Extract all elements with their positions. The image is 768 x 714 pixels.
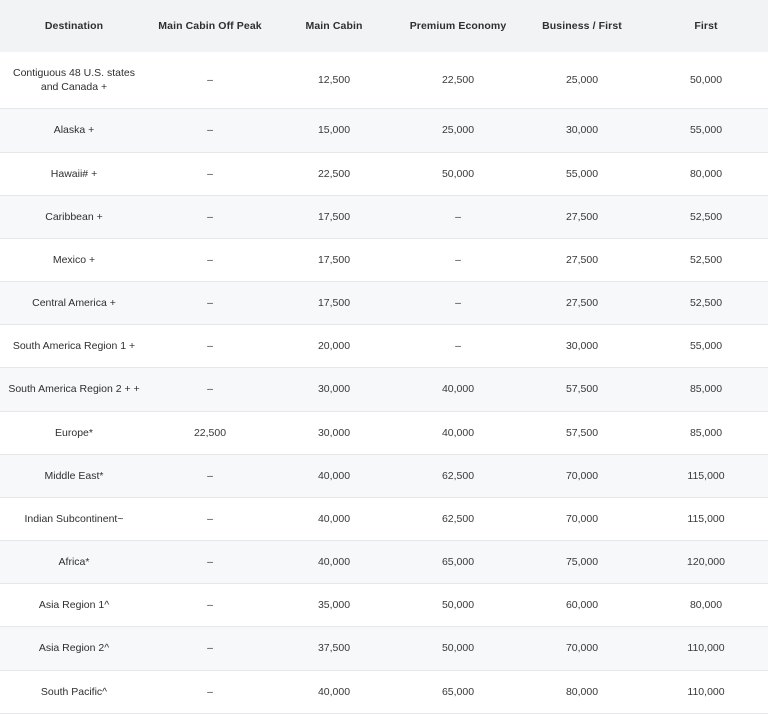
table-row <box>0 152 768 195</box>
cell-main-cabin-off-peak: – <box>148 109 272 152</box>
cell-first: 55,000 <box>644 325 768 368</box>
cell-main-cabin-off-peak: – <box>148 152 272 195</box>
cell-main-cabin: 40,000 <box>272 454 396 497</box>
cell-premium-economy: 22,500 <box>396 52 520 109</box>
cell-premium-economy: 50,000 <box>396 584 520 627</box>
cell-premium-economy: 62,500 <box>396 454 520 497</box>
cell-first: 85,000 <box>644 368 768 411</box>
cell-premium-economy: 25,000 <box>396 109 520 152</box>
table-row <box>0 195 768 238</box>
cell-premium-economy: 65,000 <box>396 670 520 713</box>
cell-business-first: 30,000 <box>520 325 644 368</box>
cell-destination: Alaska + <box>0 109 148 152</box>
cell-business-first: 30,000 <box>520 109 644 152</box>
cell-main-cabin-off-peak: – <box>148 325 272 368</box>
cell-destination: Middle East* <box>0 454 148 497</box>
cell-business-first: 27,500 <box>520 195 644 238</box>
cell-main-cabin-off-peak: – <box>148 282 272 325</box>
table-row <box>0 282 768 325</box>
cell-premium-economy: 50,000 <box>396 627 520 670</box>
cell-destination: South America Region 1 + <box>0 325 148 368</box>
cell-business-first: 70,000 <box>520 627 644 670</box>
cell-destination: South America Region 2 + + <box>0 368 148 411</box>
table-row <box>0 584 768 627</box>
cell-main-cabin: 40,000 <box>272 670 396 713</box>
cell-first: 52,500 <box>644 238 768 281</box>
cell-business-first: 57,500 <box>520 411 644 454</box>
cell-main-cabin: 30,000 <box>272 411 396 454</box>
cell-business-first: 60,000 <box>520 584 644 627</box>
cell-main-cabin: 17,500 <box>272 195 396 238</box>
cell-first: 55,000 <box>644 109 768 152</box>
cell-first: 80,000 <box>644 152 768 195</box>
cell-first: 110,000 <box>644 670 768 713</box>
cell-main-cabin: 37,500 <box>272 627 396 670</box>
table-row <box>0 238 768 281</box>
cell-main-cabin: 30,000 <box>272 368 396 411</box>
cell-destination: Mexico + <box>0 238 148 281</box>
cell-main-cabin-off-peak: – <box>148 52 272 109</box>
cell-business-first: 80,000 <box>520 670 644 713</box>
table-row <box>0 454 768 497</box>
cell-premium-economy: – <box>396 195 520 238</box>
cell-premium-economy: – <box>396 282 520 325</box>
cell-business-first: 27,500 <box>520 282 644 325</box>
table-row <box>0 541 768 584</box>
cell-main-cabin-off-peak: – <box>148 541 272 584</box>
table-row <box>0 52 768 109</box>
column-header-business-first: Business / First <box>520 0 644 52</box>
cell-business-first: 27,500 <box>520 238 644 281</box>
cell-business-first: 55,000 <box>520 152 644 195</box>
cell-first: 85,000 <box>644 411 768 454</box>
cell-destination: Indian Subcontinent~ <box>0 497 148 540</box>
cell-main-cabin: 40,000 <box>272 497 396 540</box>
cell-main-cabin: 12,500 <box>272 52 396 109</box>
cell-main-cabin-off-peak: – <box>148 368 272 411</box>
cell-main-cabin: 17,500 <box>272 238 396 281</box>
cell-first: 115,000 <box>644 454 768 497</box>
cell-main-cabin-off-peak: – <box>148 497 272 540</box>
cell-destination: Europe* <box>0 411 148 454</box>
cell-main-cabin: 15,000 <box>272 109 396 152</box>
cell-main-cabin: 17,500 <box>272 282 396 325</box>
column-header-premium-economy: Premium Economy <box>396 0 520 52</box>
table-body <box>0 52 768 713</box>
cell-premium-economy: – <box>396 238 520 281</box>
cell-business-first: 25,000 <box>520 52 644 109</box>
table-header <box>0 0 768 52</box>
cell-main-cabin-off-peak: – <box>148 454 272 497</box>
cell-premium-economy: – <box>396 325 520 368</box>
cell-first: 52,500 <box>644 282 768 325</box>
cell-destination: South Pacific^ <box>0 670 148 713</box>
cell-main-cabin: 35,000 <box>272 584 396 627</box>
table-row <box>0 325 768 368</box>
table-row <box>0 497 768 540</box>
table-header-row <box>0 0 768 52</box>
cell-main-cabin: 20,000 <box>272 325 396 368</box>
cell-destination: Contiguous 48 U.S. states and Canada + <box>0 52 148 109</box>
table-row <box>0 411 768 454</box>
cell-destination: Caribbean + <box>0 195 148 238</box>
column-header-main-cabin-off-peak: Main Cabin Off Peak <box>148 0 272 52</box>
cell-first: 120,000 <box>644 541 768 584</box>
cell-first: 115,000 <box>644 497 768 540</box>
cell-main-cabin-off-peak: – <box>148 238 272 281</box>
cell-main-cabin-off-peak: – <box>148 584 272 627</box>
table-row <box>0 109 768 152</box>
table-row <box>0 368 768 411</box>
cell-main-cabin-off-peak: – <box>148 195 272 238</box>
cell-premium-economy: 65,000 <box>396 541 520 584</box>
cell-business-first: 70,000 <box>520 454 644 497</box>
cell-main-cabin-off-peak: – <box>148 627 272 670</box>
cell-first: 80,000 <box>644 584 768 627</box>
cell-premium-economy: 40,000 <box>396 368 520 411</box>
cell-destination: Hawaii# + <box>0 152 148 195</box>
cell-destination: Asia Region 1^ <box>0 584 148 627</box>
table-row <box>0 627 768 670</box>
cell-business-first: 57,500 <box>520 368 644 411</box>
cell-destination: Asia Region 2^ <box>0 627 148 670</box>
cell-first: 50,000 <box>644 52 768 109</box>
cell-premium-economy: 50,000 <box>396 152 520 195</box>
column-header-main-cabin: Main Cabin <box>272 0 396 52</box>
cell-first: 52,500 <box>644 195 768 238</box>
cell-main-cabin: 22,500 <box>272 152 396 195</box>
cell-destination: Central America + <box>0 282 148 325</box>
column-header-destination: Destination <box>0 0 148 52</box>
cell-destination: Africa* <box>0 541 148 584</box>
cell-main-cabin: 40,000 <box>272 541 396 584</box>
cell-premium-economy: 62,500 <box>396 497 520 540</box>
cell-main-cabin-off-peak: – <box>148 670 272 713</box>
cell-main-cabin-off-peak: 22,500 <box>148 411 272 454</box>
column-header-first: First <box>644 0 768 52</box>
cell-premium-economy: 40,000 <box>396 411 520 454</box>
cell-business-first: 70,000 <box>520 497 644 540</box>
cell-business-first: 75,000 <box>520 541 644 584</box>
cell-first: 110,000 <box>644 627 768 670</box>
